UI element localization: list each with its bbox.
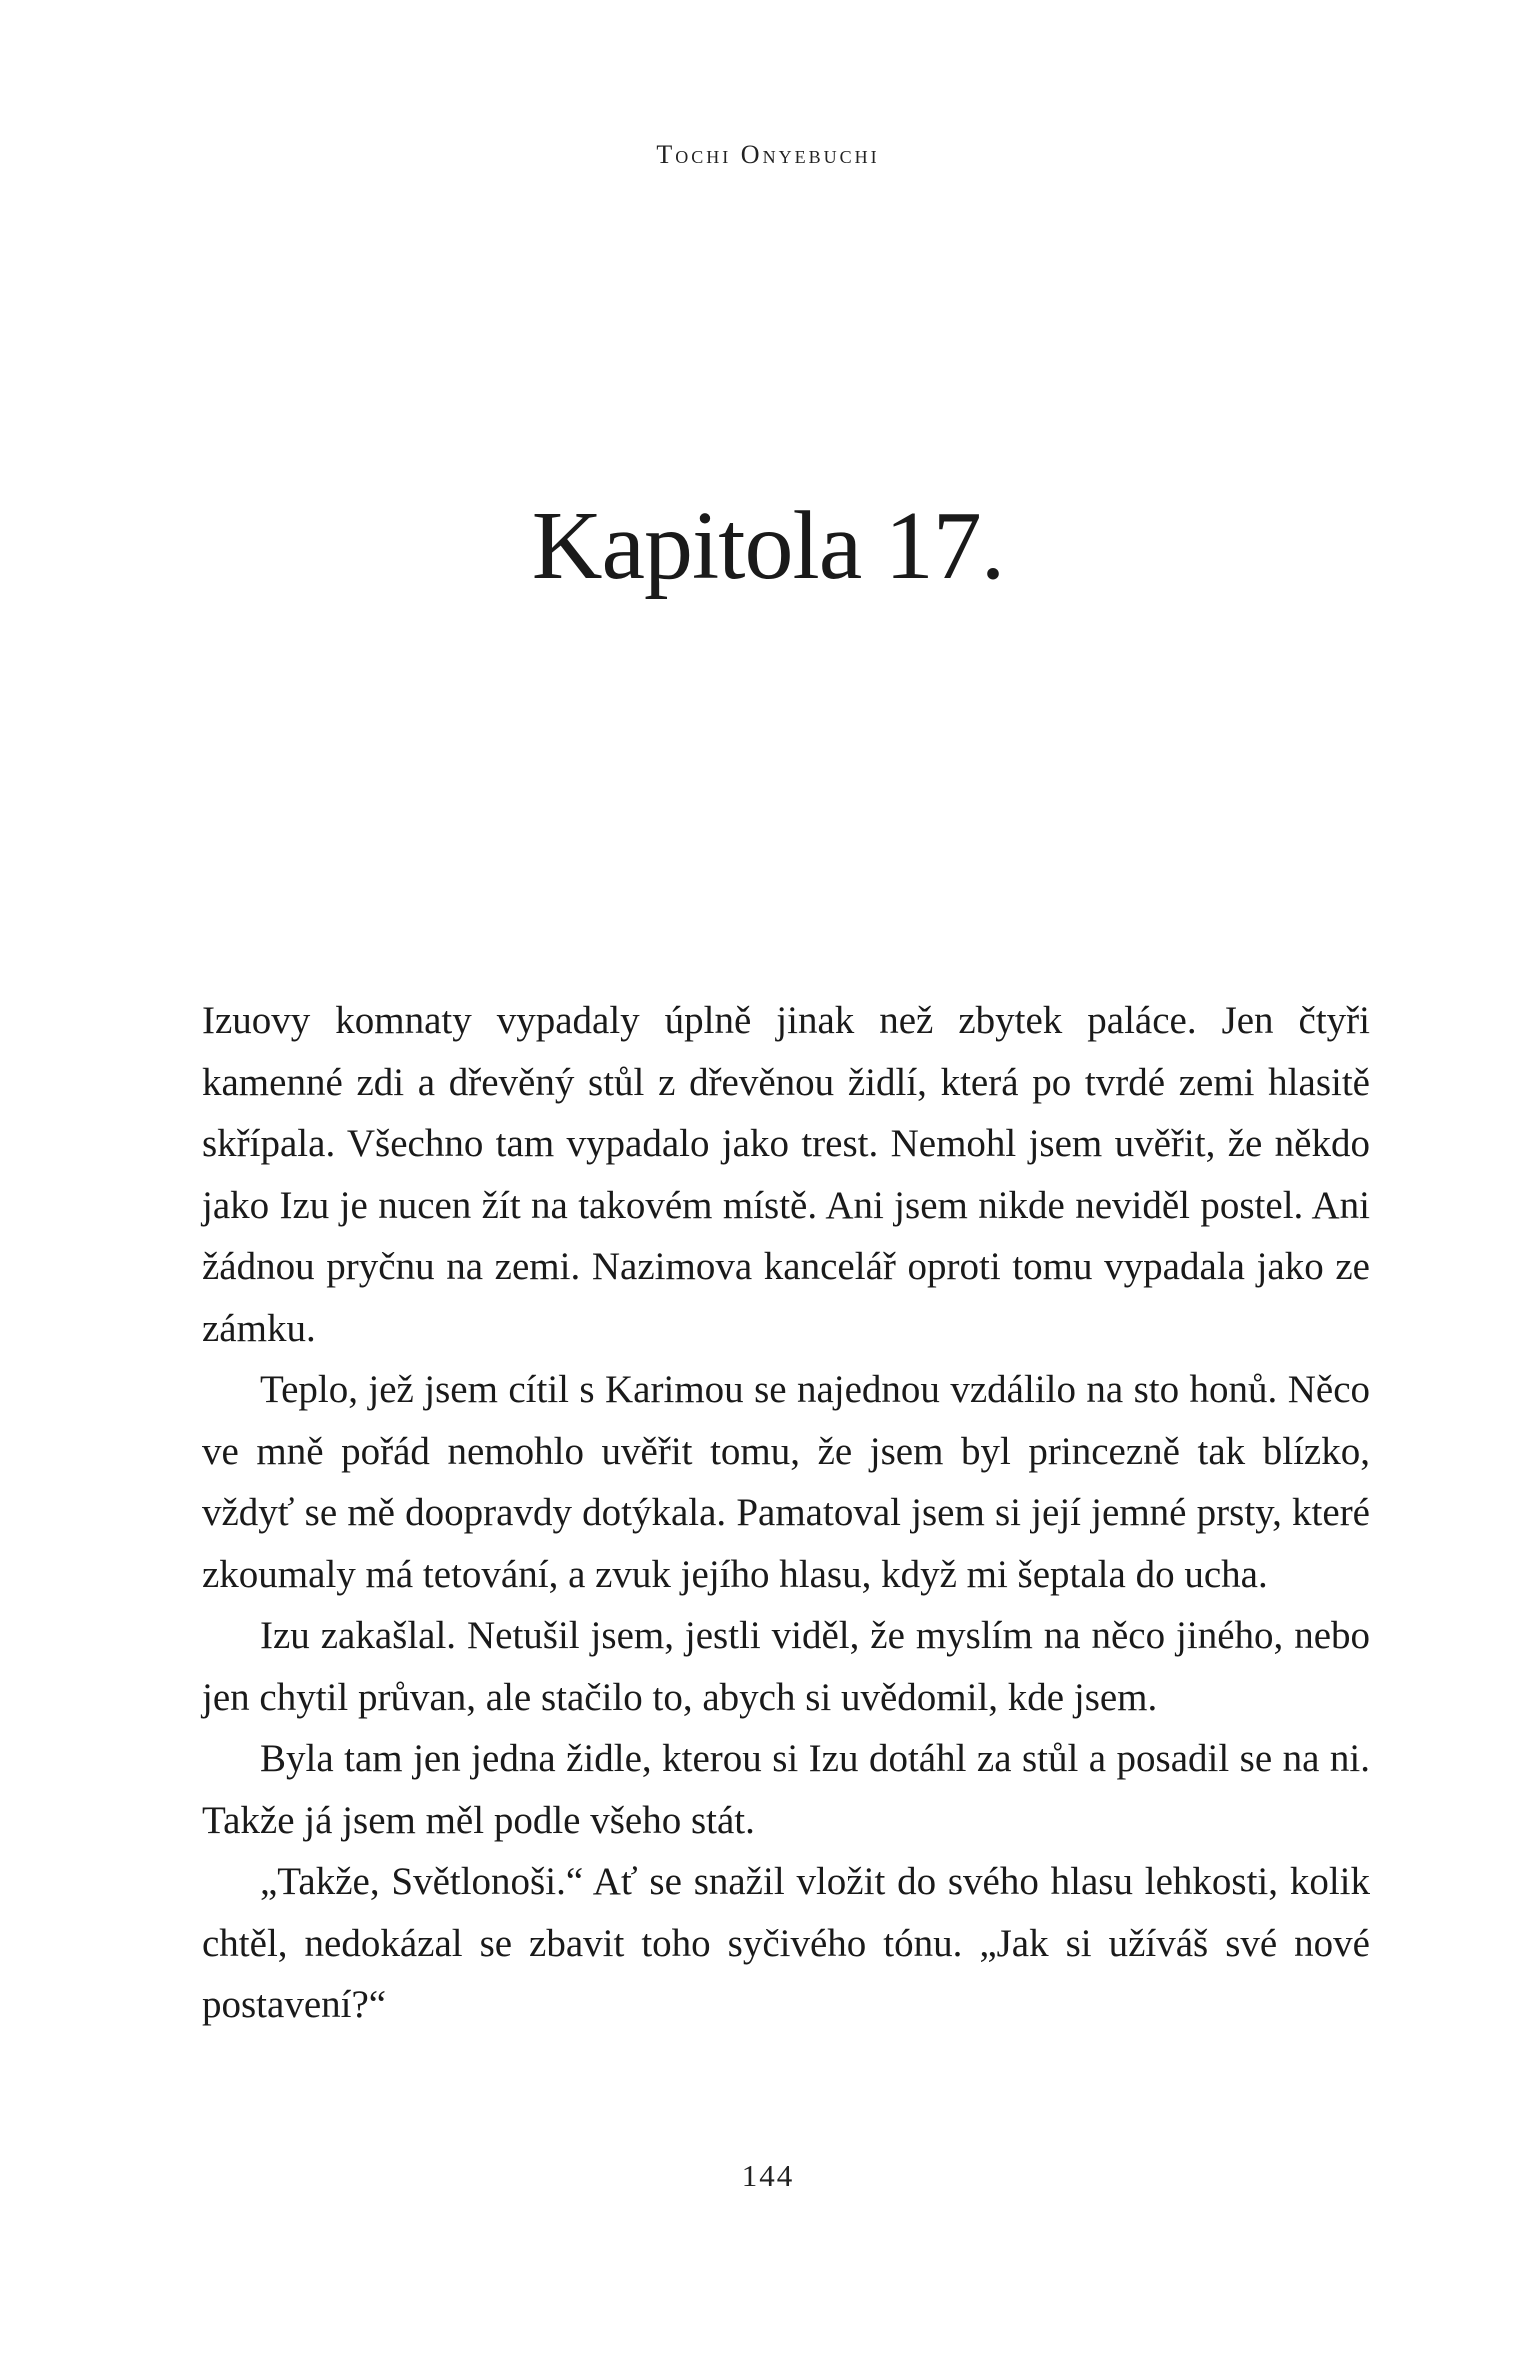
page-number: 144	[741, 2158, 795, 2193]
paragraph: Teplo, jež jsem cítil s Karimou se najednou vzdálilo na sto honů. Něco ve mně pořád nemohlo uvěřit tomu, že jsem byl princezně tak blízko, vždyť se mě doopravdy dotýkala. Pamatoval jsem si její jemné prsty, které zkoumaly má tetování, a zvuk jejího hlasu, když mi šeptala do ucha.	[202, 1368, 1370, 1596]
running-head-author: Tochi Onyebuchi	[656, 140, 880, 169]
paragraph: Izuovy komnaty vypadaly úplně jinak než zbytek paláce. Jen čtyři kamenné zdi a dřevěný stůl z dřevěnou židlí, která po tvrdé zemi hlasitě skřípala. Všechno tam vypadalo jako trest. Nemohl jsem uvěřit, že někdo jako Izu je nucen žít na takovém místě. Ani jsem nikde neviděl postel. Ani žádnou pryčnu na zemi. Nazimova kancelář oproti tomu vypadala jako ze zámku.	[202, 999, 1370, 1350]
paragraph: „Takže, Světlonoši.“ Ať se snažil vložit do svého hlasu lehkosti, kolik chtěl, nedokázal se zbavit toho syčivého tónu. „Jak si užíváš své nové postavení?“	[202, 1860, 1370, 2026]
paragraph: Izu zakašlal. Netušil jsem, jestli viděl, že myslím na něco jiného, nebo jen chytil průvan, ale stačilo to, abych si uvědomil, kde jsem.	[202, 1614, 1370, 1719]
paragraph: Byla tam jen jedna židle, kterou si Izu dotáhl za stůl a posadil se na ni. Takže já jsem měl podle všeho stát.	[202, 1737, 1370, 1842]
chapter-title: Kapitola 17.	[531, 492, 1005, 600]
body-text	[202, 990, 1370, 2036]
